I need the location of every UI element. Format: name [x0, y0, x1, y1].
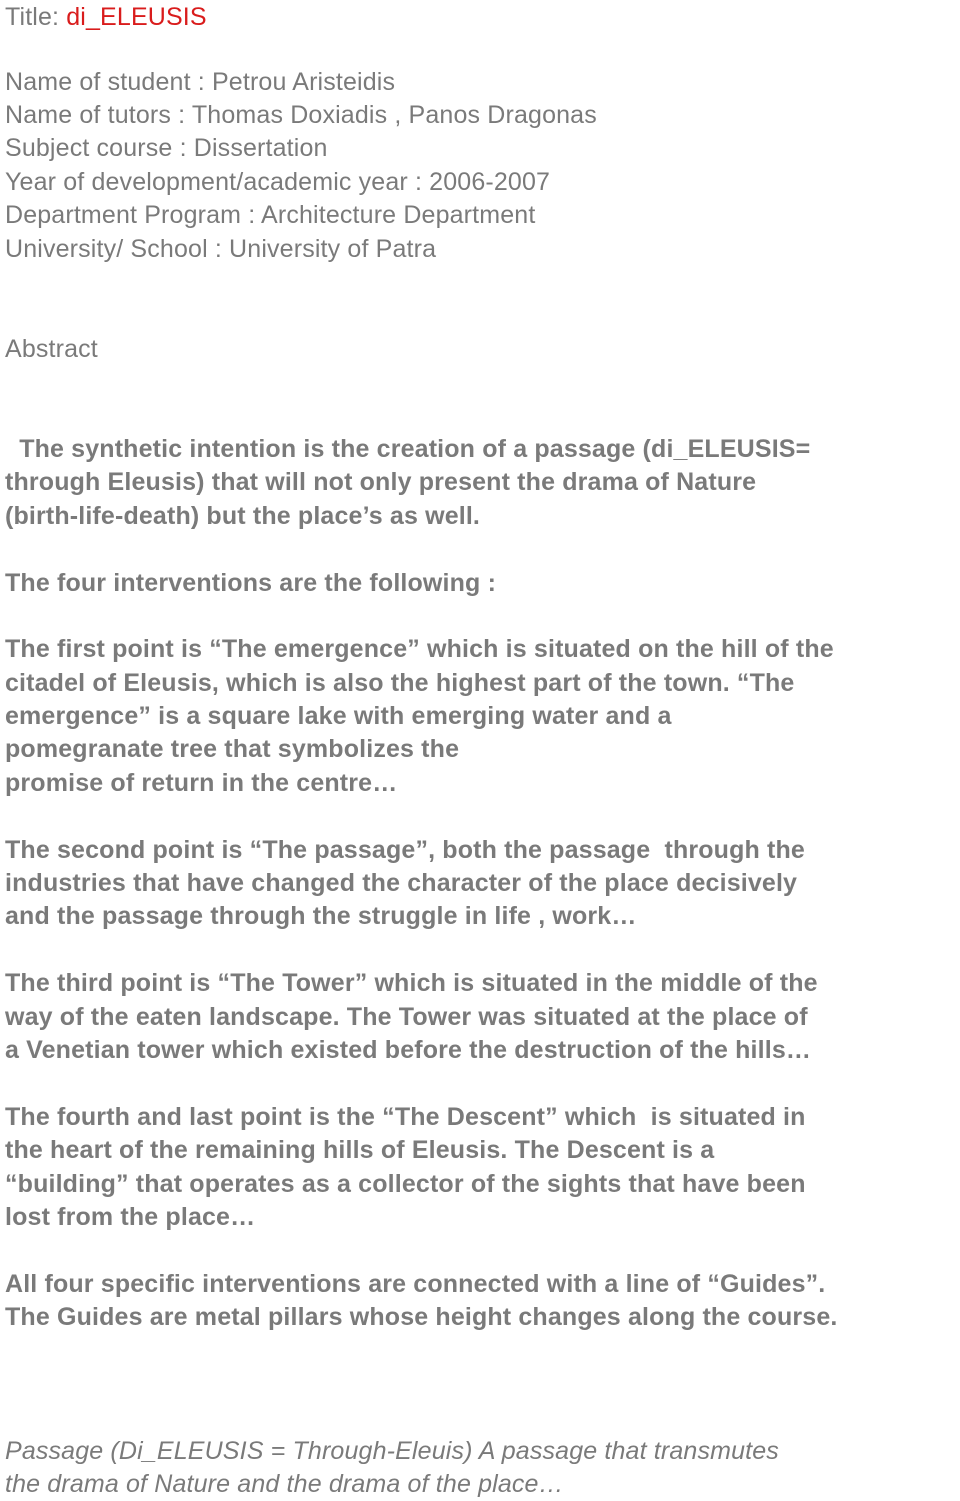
abstract-intro-line: through Eleusis) that will not only present the drama of Nature	[5, 468, 757, 496]
guides-line: All four specific interventions are connected with a line of “Guides”.	[5, 1270, 826, 1298]
point1-line: The first point is “The emergence” which is situated on the hill of the	[5, 635, 834, 663]
point4-line: lost from the place…	[5, 1203, 256, 1231]
point1-line: pomegranate tree that symbolizes the	[5, 735, 460, 763]
abstract-intro-line: The synthetic intention is the creation of a passage (di_ELEUSIS=	[5, 435, 811, 463]
caption-line: Passage (Di_ELEUSIS = Through-Eleuis) A passage that transmutes	[5, 1437, 779, 1465]
subject-course: Subject course : Dissertation	[5, 134, 328, 162]
point3-line: way of the eaten landscape. The Tower was situated at the place of	[5, 1003, 808, 1031]
abstract-heading: Abstract	[5, 335, 98, 363]
point3-line: a Venetian tower which existed before the destruction of the hills…	[5, 1036, 812, 1064]
point2-line: The second point is “The passage”, both the passage through the	[5, 836, 805, 864]
point1-line: citadel of Eleusis, which is also the highest part of the town. “The	[5, 669, 795, 697]
point2-line: and the passage through the struggle in life , work…	[5, 902, 637, 930]
university-school: University/ School : University of Patra	[5, 235, 437, 263]
point4-line: “building” that operates as a collector of the sights that have been	[5, 1170, 806, 1198]
point4-line: the heart of the remaining hills of Eleusis. The Descent is a	[5, 1136, 715, 1164]
caption-line: the drama of Nature and the drama of the place…	[5, 1470, 564, 1498]
department-program: Department Program : Architecture Department	[5, 201, 536, 229]
academic-year: Year of development/academic year : 2006-2007	[5, 168, 551, 196]
abstract-intro-line: (birth-life-death) but the place’s as well.	[5, 502, 481, 530]
guides-line: The Guides are metal pillars whose height changes along the course.	[5, 1303, 838, 1331]
interventions-heading: The four interventions are the following :	[5, 569, 497, 597]
tutors-name: Name of tutors : Thomas Doxiadis , Panos Dragonas	[5, 101, 597, 129]
point1-line: promise of return in the centre…	[5, 769, 398, 797]
point4-line: The fourth and last point is the “The Descent” which is situated in	[5, 1103, 806, 1131]
student-name: Name of student : Petrou Aristeidis	[5, 68, 396, 96]
title-value: di_ELEUSIS	[66, 3, 207, 31]
point1-line: emergence” is a square lake with emerging water and a	[5, 702, 672, 730]
title-label: Title:	[5, 3, 67, 31]
title-line	[5, 1, 207, 34]
point2-line: industries that have changed the character of the place decisively	[5, 869, 798, 897]
point3-line: The third point is “The Tower” which is situated in the middle of the	[5, 969, 818, 997]
